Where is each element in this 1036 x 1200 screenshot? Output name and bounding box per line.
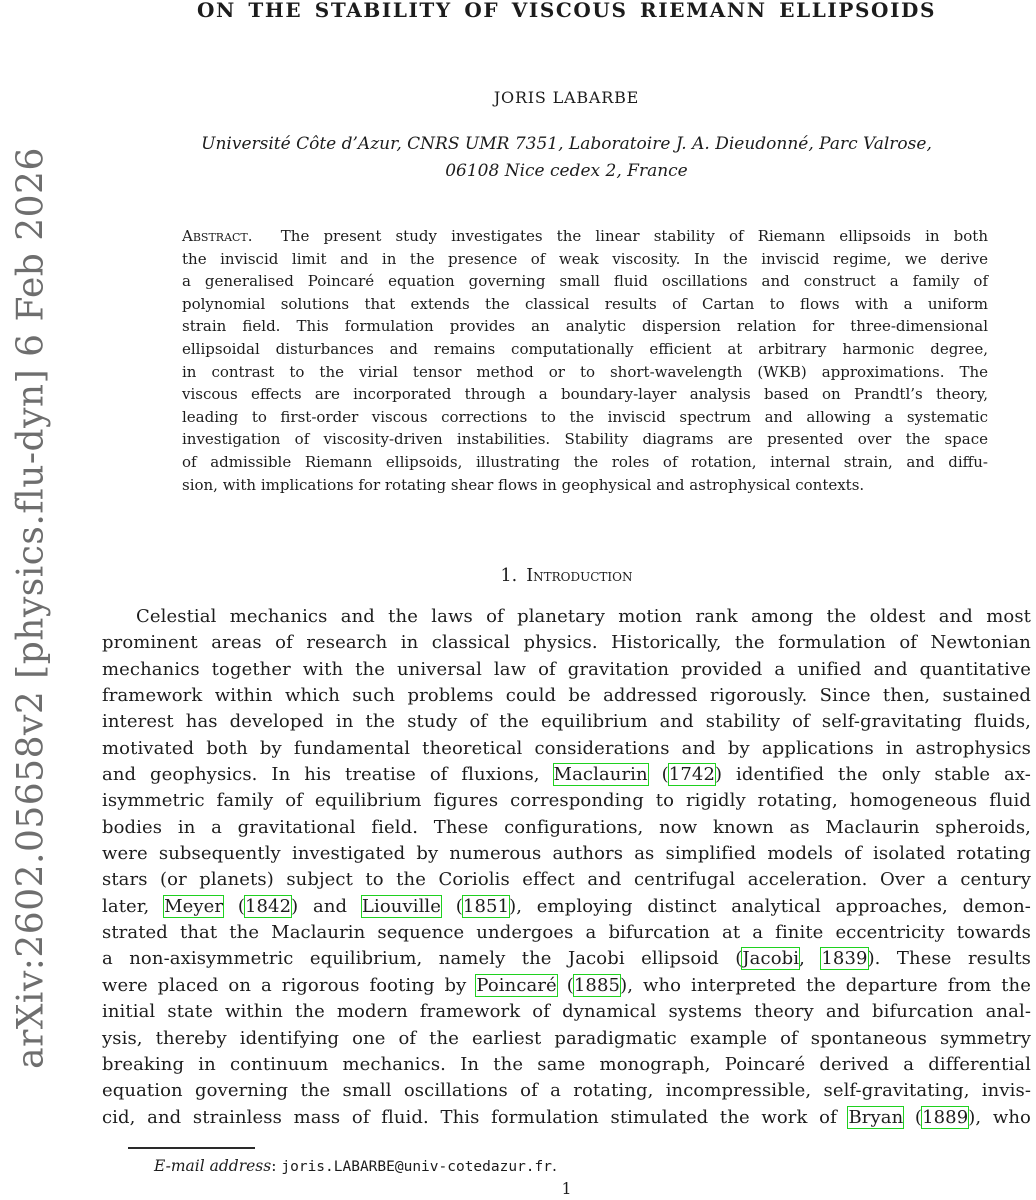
text-line: [102, 867, 1031, 893]
text-segment: sion, with implications for rotating shear flows in geophysical and astrophysical contexts.: [182, 475, 865, 494]
text-segment: and geophysics. In his treatise of fluxions,: [102, 764, 554, 786]
introduction-paragraph: [102, 604, 1031, 1131]
text-segment: Abstract.: [182, 227, 253, 245]
text-segment: polynomial solutions that extends the classical results of Cartan to flows with a uniform: [182, 294, 988, 313]
text-line: [102, 630, 1031, 656]
text-segment: (: [903, 1106, 923, 1128]
text-line: [102, 973, 1031, 999]
text-segment: cid, and strainless mass of fluid. This formulation stimulated the work of: [102, 1106, 849, 1128]
text-segment: ) and: [291, 895, 362, 917]
citation-link[interactable]: Liouville: [361, 895, 442, 917]
text-line: [102, 683, 1031, 709]
text-line: [102, 736, 1031, 762]
section-heading: [102, 566, 1031, 586]
email-colon: :: [271, 1157, 277, 1175]
author-name: JORIS LABARBE: [493, 88, 640, 107]
text-segment: strated that the Maclaurin sequence undergoes a bifurcation at a finite eccentricity towards: [102, 922, 1031, 944]
text-line: [102, 815, 1031, 841]
text-segment: (: [441, 895, 463, 917]
text-segment: a non-axisymmetric equilibrium, namely the Jacobi ellipsoid (: [102, 948, 743, 970]
text-line: [102, 1105, 1031, 1131]
page-content: [102, 0, 1031, 1200]
text-segment: prominent areas of research in classical physics. Historically, the formulation of Newtonian: [102, 632, 1031, 654]
text-segment: Celestial mechanics and the laws of planetary motion rank among the oldest and most: [136, 606, 1031, 627]
text-segment: viscous effects are incorporated through a boundary-layer analysis based on Prandtl’s theory,: [182, 385, 988, 404]
text-line: [102, 999, 1031, 1025]
text-line: [182, 406, 988, 429]
text-segment: interest has developed in the study of the equilibrium and stability of self-gravitating fluids,: [102, 711, 1031, 733]
text-segment: leading to first-order viscous corrections to the inviscid spectrum and allowing a systematic: [182, 407, 988, 426]
email-label: E-mail address: [154, 1157, 272, 1175]
section-number: 1.: [500, 566, 518, 586]
text-line: [102, 788, 1031, 814]
text-segment: framework within which such problems could be addressed rigorously. Since then, sustained: [102, 685, 1031, 707]
citation-link[interactable]: 1842: [244, 895, 292, 917]
paper-title: ON THE STABILITY OF VISCOUS RIEMANN ELLIPSOIDS: [196, 0, 937, 22]
text-line: [182, 474, 988, 497]
text-segment: strain field. This formulation provides an analytic dispersion relation for three-dimensional: [182, 317, 988, 336]
text-segment: ysis, thereby identifying one of the earliest paradigmatic example of spontaneous symmetry: [102, 1027, 1031, 1049]
citation-link[interactable]: Bryan: [848, 1106, 904, 1128]
arxiv-watermark: arXiv:2602.05658v2 [physics.flu-dyn] 6 Feb 2026: [10, 147, 52, 1069]
text-segment: The present study investigates the linear stability of Riemann ellipsoids in both: [252, 227, 988, 245]
footnote-rule: [128, 1147, 255, 1149]
text-line: [102, 841, 1031, 867]
text-line: [182, 270, 988, 293]
text-segment: (: [556, 974, 574, 996]
text-segment: equation governing the small oscillations of a rotating, incompressible, self-gravitating, invis-: [102, 1080, 1031, 1102]
text-line: [102, 1078, 1031, 1104]
text-line: [182, 338, 988, 361]
citation-link[interactable]: Maclaurin: [553, 764, 648, 786]
text-line: [102, 604, 1031, 630]
text-segment: ), who interpreted the departure from the: [620, 974, 1031, 996]
affiliation: [102, 131, 1031, 185]
email-period: .: [552, 1157, 557, 1175]
citation-link[interactable]: 1885: [573, 974, 621, 996]
text-segment: in contrast to the virial tensor method or to short-wavelength (WKB) approximations. The: [182, 362, 988, 381]
text-segment: initial state within the modern framework of dynamical systems theory and bifurcation anal-: [102, 1001, 1031, 1023]
text-line: [102, 709, 1031, 735]
citation-link[interactable]: 1742: [668, 764, 715, 786]
text-line: [102, 762, 1031, 788]
text-line: [102, 946, 1031, 972]
text-line: [102, 920, 1031, 946]
text-segment: were subsequently investigated by numerous authors as simplified models of isolated rotating: [102, 843, 1031, 865]
text-segment: ), who: [968, 1106, 1031, 1128]
text-segment: bodies in a gravitational field. These configurations, now known as Maclaurin spheroids,: [102, 816, 1031, 838]
text-segment: later,: [102, 895, 165, 917]
text-segment: mechanics together with the universal law of gravitation provided a unified and quantitative: [102, 658, 1031, 680]
text-segment: (: [223, 895, 245, 917]
text-segment: ,: [799, 948, 822, 970]
text-segment: (: [647, 764, 669, 786]
text-segment: ) identified the only stable ax-: [715, 764, 1031, 786]
text-line: [102, 657, 1031, 683]
text-line: [182, 361, 988, 384]
text-segment: breaking in continuum mechanics. In the same monograph, Poincaré derived a differential: [102, 1053, 1031, 1075]
text-segment: isymmetric family of equilibrium figures corresponding to rigidly rotating, homogeneous fluid: [102, 790, 1031, 812]
email-address: joris.LABARBE@univ-cotedazur.fr: [281, 1159, 552, 1175]
text-line: [182, 315, 988, 338]
page-number: 1: [561, 1180, 572, 1198]
text-line: [182, 248, 988, 271]
text-segment: motivated both by fundamental theoretical considerations and by applications in astrophysics: [102, 737, 1031, 759]
citation-link[interactable]: Meyer: [164, 895, 224, 917]
abstract-block: [182, 225, 988, 496]
text-segment: stars (or planets) subject to the Coriolis effect and centrifugal acceleration. Over a century: [102, 869, 1031, 891]
section-title: Introduction: [526, 566, 633, 586]
text-segment: the inviscid limit and in the presence of weak viscosity. In the inviscid regime, we derive: [182, 249, 988, 268]
text-line: [182, 451, 988, 474]
text-line: [102, 1026, 1031, 1052]
text-line: [182, 225, 988, 248]
text-line: [102, 894, 1031, 920]
citation-link[interactable]: Jacobi: [742, 948, 800, 970]
text-line: [182, 428, 988, 451]
text-line: [102, 1052, 1031, 1078]
text-segment: ellipsoidal disturbances and remains computationally efficient at arbitrary harmonic degree,: [182, 339, 988, 358]
text-segment: of admissible Riemann ellipsoids, illustrating the roles of rotation, internal strain, and diffu-: [182, 452, 988, 471]
citation-link[interactable]: 1839: [821, 948, 868, 970]
text-segment: a generalised Poincaré equation governing small fluid oscillations and construct a family of: [182, 272, 988, 291]
citation-link[interactable]: Poincaré: [476, 974, 557, 996]
text-line: [182, 293, 988, 316]
affiliation-line-1: Université Côte d’Azur, CNRS UMR 7351, Laboratoire J. A. Dieudonné, Parc Valrose,: [201, 134, 932, 154]
text-segment: ), employing distinct analytical approaches, demon-: [509, 895, 1031, 917]
citation-link[interactable]: 1851: [462, 895, 510, 917]
text-segment: ). These results: [867, 948, 1031, 970]
text-segment: were placed on a rigorous footing by: [102, 974, 477, 996]
affiliation-line-2: 06108 Nice cedex 2, France: [445, 161, 688, 181]
text-segment: investigation of viscosity-driven instabilities. Stability diagrams are presented over the space: [182, 430, 988, 449]
email-footnote: [154, 1157, 557, 1175]
text-line: [182, 383, 988, 406]
citation-link[interactable]: 1889: [922, 1106, 969, 1128]
